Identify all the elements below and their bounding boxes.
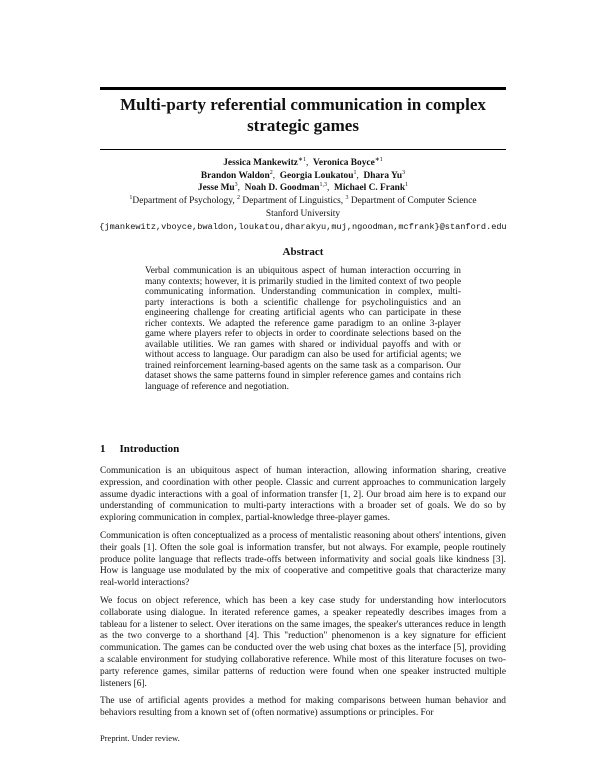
affiliation-sup: 2: [237, 194, 241, 201]
author-name: Brandon Waldon: [200, 170, 270, 181]
section-title: Introduction: [119, 443, 180, 455]
author-sup: ∗1: [297, 156, 306, 163]
email: {jmankewitz,vboyce,bwaldon,loukatou,dharakyu,muj,ngoodman,mcfrank}@stanford.edu: [99, 221, 507, 232]
author-sup: ∗1: [374, 156, 383, 163]
author-sup: 1,3: [319, 182, 327, 189]
abstract-heading: Abstract: [282, 246, 324, 258]
section-body: [100, 466, 506, 726]
author-name: Michael C. Frank: [333, 183, 406, 194]
footer-note: Preprint. Under review.: [100, 733, 180, 743]
author-sup: 1: [405, 182, 409, 189]
affiliations: [60, 195, 546, 208]
title-rule: [100, 149, 506, 150]
paragraph: We focus on object reference, which has been a key case study for understanding how interlocutors collaborate using dialogue. In iterated reference games, a speaker repeatedly describes images from a tableau for a listener to select. Over iterations on the same images, the speaker's utterances reduce in length as the two converge to a shorthand [4]. This "reduction" phenomenon is a key signature for efficient communication. The games can be conducted over the web using chat boxes as the interface [5], providing a scalable environment for studying collaborative reference. While most of this literature focuses on two-party reference games, similar patterns of reduction were found when one speaker instructed multiple listeners [6].: [100, 595, 506, 689]
author-sup: 3: [234, 182, 238, 189]
author-name: Veronica Boyce: [313, 158, 375, 168]
author-name: Dhara Yu: [363, 170, 403, 181]
section-number: 1: [100, 443, 106, 455]
affiliation: Department of Psychology,: [132, 196, 235, 207]
affiliation-sup: 3: [345, 194, 349, 201]
affiliation-sup: 1: [129, 194, 133, 201]
paragraph: Communication is often conceptualized as a process of mentalistic reasoning about others' intentions, given their goals [1]. Often the sole goal is information transfer, but not always. For example, people routinely produce polite language that reflects trade-offs between informativity and social goals like kindness [3]. How is language use modulated by the mix of cooperative and competitive goals that characterize many real-world interactions?: [100, 530, 506, 589]
author-line-3: Jesse Mu$^3$, Noah D. Goodman$^{1,3}$, Michael C. Frank$^1$: [197, 182, 409, 194]
affiliation: Department of Linguistics,: [242, 196, 344, 207]
author-line-1: Jessica Mankewitz$^{∗1}$, Veronica Boyce$^{∗1}$: [223, 156, 383, 168]
affiliation: Department of Computer Science: [350, 196, 477, 207]
author-block: [60, 157, 546, 233]
abstract-text: Verbal communication is an ubiquitous aspect of human interaction occurring in many contexts; however, it is primarily studied in the limited context of two people communicating information. Understanding communication in complex, multi-party interactions is both a scientific challenge for psycholinguistics and an engineering challenge for creating artificial agents who can participate in these richer contexts. We adapted the reference game paradigm to an online 3-player game where players refer to objects in order to coordinate selections based on the available utilities. We ran games with shared or individual payoffs and with or without access to language. Our paradigm can also be used for artificial agents; we trained reinforcement learning-based agents on the same task as a comparison. Our dataset shows the same patterns found in simpler reference games and contains rich language of reference and negotiation.: [145, 266, 461, 392]
author-sup: 2: [269, 169, 273, 176]
author-name: Jesse Mu: [197, 183, 235, 194]
paragraph: Communication is an ubiquitous aspect of human interaction, allowing information sharing, creative expression, and coordination with other people. Classic and current approaches to communication largely assume dyadic interactions with a goal of information transfer [1, 2]. Our broad aim here is to expand our understanding of communication to multi-party interactions with a broader set of goals. We do so by exploring communication in complex, partial-knowledge three-player games.: [100, 466, 506, 524]
author-name: Jessica Mankewitz: [223, 158, 298, 168]
paragraph: The use of artificial agents provides a method for making comparisons between human behavior and behaviors resulting from a known set of (often normative) assumptions or principles. For: [100, 696, 506, 719]
top-rule: [100, 87, 506, 90]
author-sup: 3: [402, 169, 406, 176]
author-name: Georgia Loukatou: [279, 170, 354, 181]
author-line-2: Brandon Waldon$^2$, Georgia Loukatou$^1$, Dhara Yu$^3$: [200, 169, 406, 181]
section-heading: [100, 443, 193, 455]
paper-title: Multi-party referential communication in complex strategic games: [120, 95, 486, 135]
author-sup: 1: [353, 169, 357, 176]
author-name: Noah D. Goodman: [244, 183, 320, 194]
university: Stanford University: [265, 208, 341, 219]
